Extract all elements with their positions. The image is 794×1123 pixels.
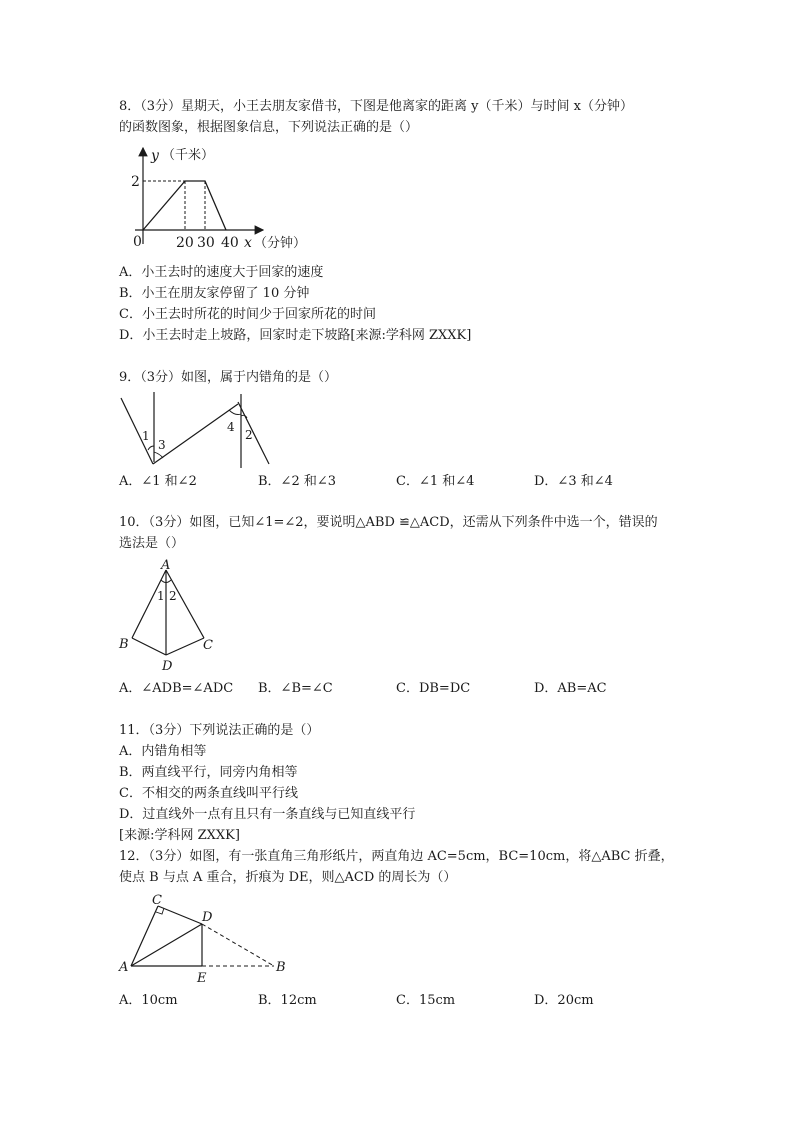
q10-kite-figure xyxy=(114,558,224,676)
q12-label-e: E xyxy=(197,971,207,986)
q10-side-cd xyxy=(166,638,204,655)
q9-middle-line xyxy=(153,404,238,464)
q12-option-a[interactable]: A．10cm xyxy=(119,993,178,1008)
q9-right-slant-line xyxy=(238,402,269,464)
q11-option-a[interactable]: A．内错角相等 xyxy=(119,744,207,759)
q8-y-unit: （千米） xyxy=(162,148,215,163)
q9-option-b[interactable]: B．∠2 和∠3 xyxy=(258,474,337,489)
q8-x-tick-30: 30 xyxy=(197,235,215,251)
q9-stem-line1: 9．（3分）如图，属于内错角的是（） xyxy=(119,370,338,385)
q10-side-ac xyxy=(166,570,204,638)
q9-arc-4 xyxy=(229,410,241,415)
q10-stem-line2: 选法是（） xyxy=(119,536,185,551)
q8-function-graph xyxy=(115,144,345,254)
q11-option-d[interactable]: D．过直线外一点有且只有一条直线与已知直线平行 xyxy=(119,807,416,822)
q9-arc-1 xyxy=(148,446,154,450)
q12-dashed-db xyxy=(202,924,274,966)
q9-option-a[interactable]: A．∠1 和∠2 xyxy=(119,474,197,489)
q8-y-label: y xyxy=(151,148,159,164)
q8-x-tick-20: 20 xyxy=(176,235,194,251)
q10-label-angle1: 1 xyxy=(157,589,165,603)
q8-x-unit: （分钟） xyxy=(254,236,307,251)
q9-label-2: 2 xyxy=(245,428,253,442)
q9-label-1: 1 xyxy=(142,429,150,443)
q12-label-b: B xyxy=(276,960,286,975)
q9-label-3: 3 xyxy=(158,438,166,452)
q12-label-a: A xyxy=(119,960,129,975)
q8-option-b[interactable]: B．小王在朋友家停留了 10 分钟 xyxy=(119,286,310,301)
q9-angle-figure xyxy=(117,392,277,472)
q11-option-b[interactable]: B．两直线平行，同旁内角相等 xyxy=(119,765,298,780)
q10-label-d: D xyxy=(162,659,173,674)
q12-segment-ad xyxy=(131,924,202,966)
q9-option-d[interactable]: D．∠3 和∠4 xyxy=(534,474,613,489)
q12-option-d[interactable]: D．20cm xyxy=(534,993,594,1008)
q8-origin-label: 0 xyxy=(133,234,142,250)
q12-side-ac xyxy=(131,906,158,966)
q12-label-d: D xyxy=(202,910,213,925)
q12-option-c[interactable]: C．15cm xyxy=(396,993,456,1008)
q8-option-d[interactable]: D．小王去时走上坡路，回家时走下坡路[来源:学科网 ZXXK] xyxy=(119,328,472,343)
q8-option-a[interactable]: A．小王去时的速度大于回家的速度 xyxy=(119,265,324,280)
q10-label-angle2: 2 xyxy=(169,589,177,603)
q8-stem-line2: 的函数图象，根据图象信息，下列说法正确的是（） xyxy=(119,120,419,135)
q11-stem-line1: 11．（3分）下列说法正确的是（） xyxy=(119,723,320,738)
q9-option-c[interactable]: C．∠1 和∠4 xyxy=(396,474,475,489)
q11-option-c[interactable]: C．不相交的两条直线叫平行线 xyxy=(119,786,298,801)
q10-label-b: B xyxy=(119,637,129,652)
q10-option-b[interactable]: B．∠B=∠C xyxy=(258,681,333,696)
q11-source-note: [来源:学科网 ZXXK] xyxy=(119,828,240,843)
q12-option-b[interactable]: B．12cm xyxy=(258,993,317,1008)
q12-side-cd xyxy=(158,906,202,924)
q8-stem-line1: 8．（3分）星期天，小王去朋友家借书，下图是他离家的距离 y（千米）与时间 x（分钟） xyxy=(119,99,633,114)
q10-option-d[interactable]: D．AB=AC xyxy=(534,681,607,696)
q8-x-label: x xyxy=(244,235,252,251)
q10-label-a: A xyxy=(161,558,171,573)
q12-label-c: C xyxy=(152,893,162,908)
q12-stem-line2: 使点 B 与点 A 重合，折痕为 DE，则△ACD 的周长为（） xyxy=(119,870,457,885)
q12-fold-figure xyxy=(116,892,296,987)
q8-x-tick-40: 40 xyxy=(221,235,239,251)
q10-stem-line1: 10．（3分）如图，已知∠1=∠2，要说明△ABD ≌△ACD，还需从下列条件中选一个，错误的 xyxy=(119,515,658,530)
q10-option-c[interactable]: C．DB=DC xyxy=(396,681,471,696)
q8-option-c[interactable]: C．小王去时所花的时间少于回家所花的时间 xyxy=(119,307,376,322)
q9-arc-3 xyxy=(154,452,163,458)
q12-stem-line1: 12．（3分）如图，有一张直角三角形纸片，两直角边 AC=5cm，BC=10cm，将△ABC 折叠， xyxy=(119,849,674,864)
q10-label-c: C xyxy=(203,638,213,653)
q8-y-tick-2: 2 xyxy=(131,174,140,190)
q10-side-bd xyxy=(132,638,166,655)
q9-label-4: 4 xyxy=(227,420,235,434)
q10-option-a[interactable]: A．∠ADB=∠ADC xyxy=(119,681,234,696)
